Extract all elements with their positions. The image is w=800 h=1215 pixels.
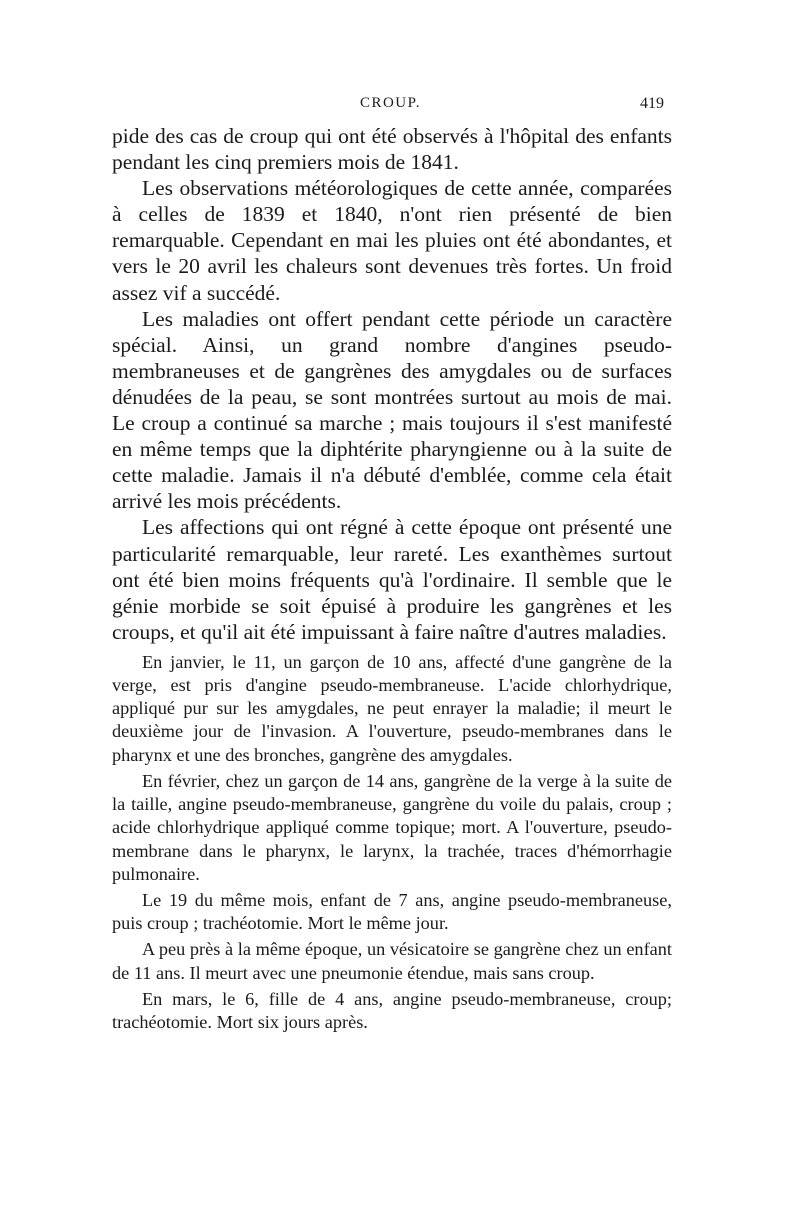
running-title: CROUP. <box>359 95 422 111</box>
paragraph: A peu près à la même époque, un vésicatoire se gangrène chez un enfant de 11 ans. Il meurt avec une pneumonie étendue, mais sans croup. <box>112 939 672 983</box>
paragraph: Les maladies ont offert pendant cette période un caractère spécial. Ainsi, un grand nombre d'angines pseudo-membraneuses et de gangrènes des amygdales ou de surfaces dénudées de la peau, se sont montrées surtout au mois de mai. Le croup a continué sa marche ; mais toujours il s'est manifesté en même temps que la diphtérite pharyngienne ou à la suite de cette maladie. Jamais il n'a débuté d'emblée, comme cela était arrivé les mois précédents. <box>112 306 672 514</box>
paragraph: Les affections qui ont régné à cette époque ont présenté une particularité remarquable, leur rareté. Les exanthèmes surtout ont été bien moins fréquents qu'à l'ordinaire. Il semble que le génie morbide se soit épuisé à produire les gangrènes et les croups, et qu'il ait été impuissant à faire naître d'autres maladies. <box>112 515 672 644</box>
body-text <box>112 123 672 1034</box>
page-number: 419 <box>640 95 664 112</box>
paragraph: En mars, le 6, fille de 4 ans, angine pseudo-membraneuse, croup; trachéotomie. Mort six jours après. <box>112 988 672 1032</box>
paragraph: Les observations météorologiques de cette année, comparées à celles de 1839 et 1840, n'ont rien présenté de bien remarquable. Cependant en mai les pluies ont été abondantes, et vers le 20 avril les chaleurs sont devenues très fortes. Un froid assez vif a succédé. <box>112 176 672 305</box>
paragraph: En février, chez un garçon de 14 ans, gangrène de la verge à la suite de la taille, angine pseudo-membraneuse, gangrène du voile du palais, croup ; acide chlorhydrique appliqué comme topique; mort. A l'ouverture, pseudo-membrane dans le pharynx, le larynx, la trachée, traces d'hémorrhagie pulmonaire. <box>112 770 672 884</box>
paragraph: En janvier, le 11, un garçon de 10 ans, affecté d'une gangrène de la verge, est pris d'angine pseudo-membraneuse. L'acide chlorhydrique, appliqué pur sur les amygdales, ne peut enrayer la maladie; il meurt le deuxième jour de l'invasion. A l'ouverture, pseudo-membranes dans le pharynx et une des bronches, gangrène des amygdales. <box>112 651 672 765</box>
paragraph: Le 19 du même mois, enfant de 7 ans, angine pseudo-membraneuse, puis croup ; trachéotomie. Mort le même jour. <box>112 889 672 934</box>
running-head <box>117 95 664 119</box>
paragraph: pide des cas de croup qui ont été observés à l'hôpital des enfants pendant les cinq premiers mois de 1841. <box>112 124 672 175</box>
